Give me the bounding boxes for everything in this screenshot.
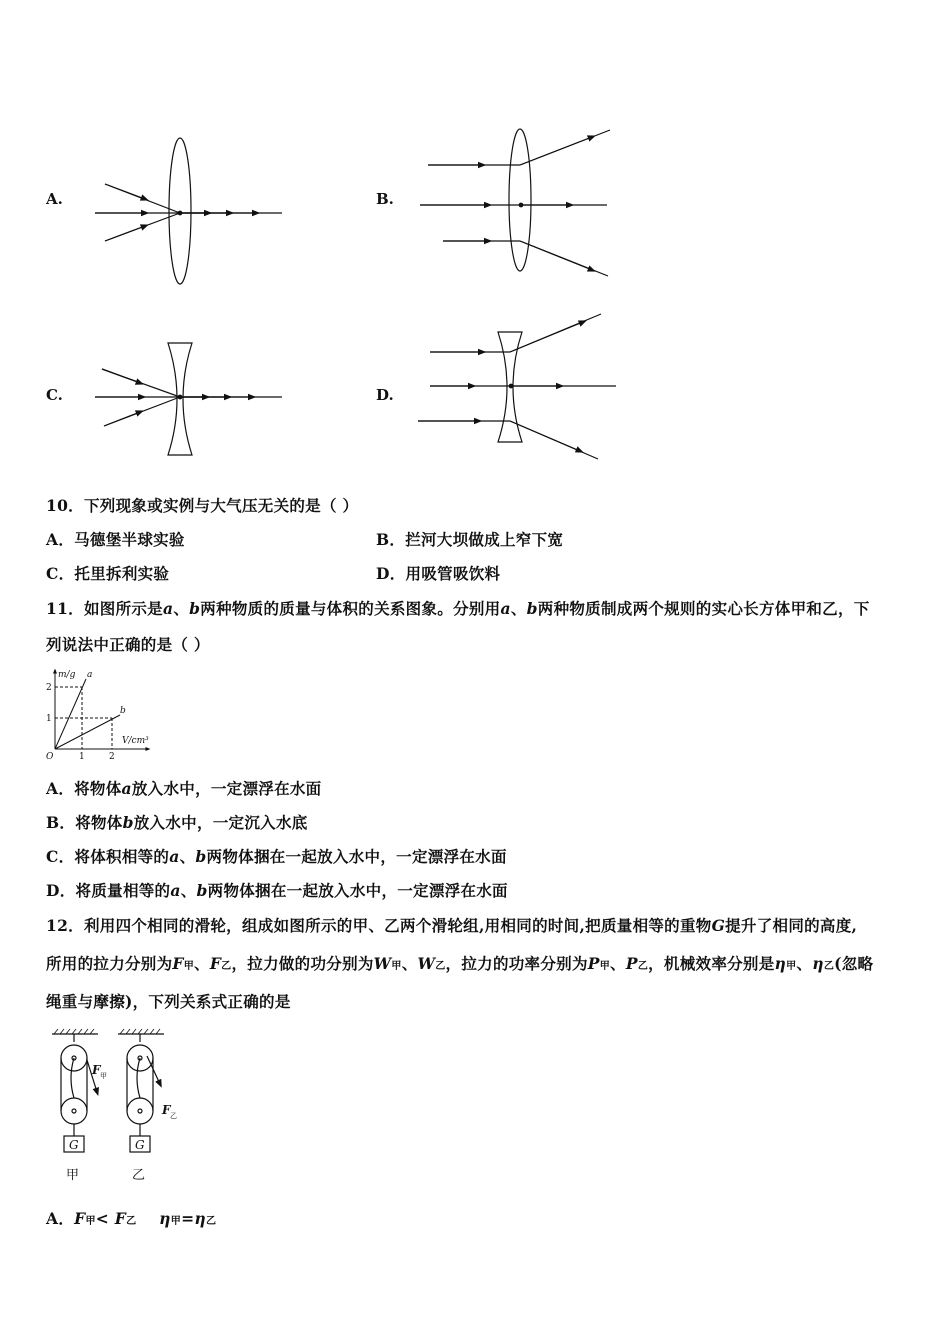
force-jia-sub: 甲 xyxy=(100,1072,107,1080)
weight-jia-label: G xyxy=(69,1138,79,1152)
graph-y-label: m/g xyxy=(58,670,76,680)
line-b xyxy=(55,715,120,749)
line-a xyxy=(55,679,86,749)
q10-option-c: C．托里拆利实验 xyxy=(46,564,170,583)
movable-pulley-yi xyxy=(127,1098,153,1124)
q10-option-a: A．马德堡半球实验 xyxy=(46,530,185,549)
movable-pulley-jia xyxy=(61,1098,87,1124)
q11-stem-line1: 11．如图所示是a、b两种物质的质量与体积的关系图象。分别用a、b两种物质制成两个规则的实心长方体甲和乙，下 xyxy=(46,599,870,618)
q10-stem: 10．下列现象或实例与大气压无关的是（ ） xyxy=(46,496,359,515)
q11-stem-line2: 列说法中正确的是（ ） xyxy=(46,635,210,654)
graph-line-a-label: a xyxy=(87,670,93,680)
q11-option-b: B．将物体b放入水中，一定沉入水底 xyxy=(46,813,308,832)
q11-option-d: D．将质量相等的a、b两物体捆在一起放入水中，一定漂浮在水面 xyxy=(46,881,508,900)
q10-option-b: B．拦河大坝做成上窄下宽 xyxy=(376,530,564,549)
option-a-label: A. xyxy=(46,190,63,208)
q11-option-a: A．将物体a放入水中，一定漂浮在水面 xyxy=(46,779,322,798)
q12-option-a: A．F甲< F乙 η甲=η乙 xyxy=(46,1209,217,1228)
graph-x-tick-2: 2 xyxy=(109,752,115,762)
graph-line-b-label: b xyxy=(120,706,126,716)
q12-stem-line2: 所用的拉力分别为F甲、F乙，拉力做的功分别为W甲、W乙，拉力的功率分别为P甲、P乙，机械效率分别是η甲、η乙(忽略 xyxy=(46,954,874,973)
graph-x-label: V/cm³ xyxy=(122,736,149,746)
force-yi-label: F xyxy=(162,1103,171,1117)
lens-diagrams xyxy=(0,0,950,480)
q12-stem-line1: 12．利用四个相同的滑轮，组成如图所示的甲、乙两个滑轮组,用相同的时间,把质量相等的重物G提升了相同的高度, xyxy=(46,916,858,935)
option-d-label: D. xyxy=(376,386,394,404)
q11-option-c: C．将体积相等的a、b两物体捆在一起放入水中，一定漂浮在水面 xyxy=(46,847,507,866)
option-c-label: C. xyxy=(46,386,63,404)
graph-y-tick-1: 1 xyxy=(46,714,52,724)
label-yi: 乙 xyxy=(132,1168,146,1183)
convex-lens-b xyxy=(509,129,531,271)
graph-y-tick-2: 2 xyxy=(46,683,52,693)
force-jia-label: F xyxy=(92,1063,101,1077)
weight-yi-label: G xyxy=(135,1138,145,1152)
q10-option-d: D．用吸管吸饮料 xyxy=(376,564,501,583)
graph-x-tick-1: 1 xyxy=(79,752,85,762)
force-yi-sub: 乙 xyxy=(170,1112,177,1120)
label-jia: 甲 xyxy=(66,1168,80,1183)
graph-origin: O xyxy=(46,752,54,762)
pulley-diagram xyxy=(40,1028,200,1188)
mass-volume-graph xyxy=(40,663,160,763)
option-b-label: B. xyxy=(376,190,394,208)
q12-stem-line3: 绳重与摩擦)，下列关系式正确的是 xyxy=(46,992,291,1011)
